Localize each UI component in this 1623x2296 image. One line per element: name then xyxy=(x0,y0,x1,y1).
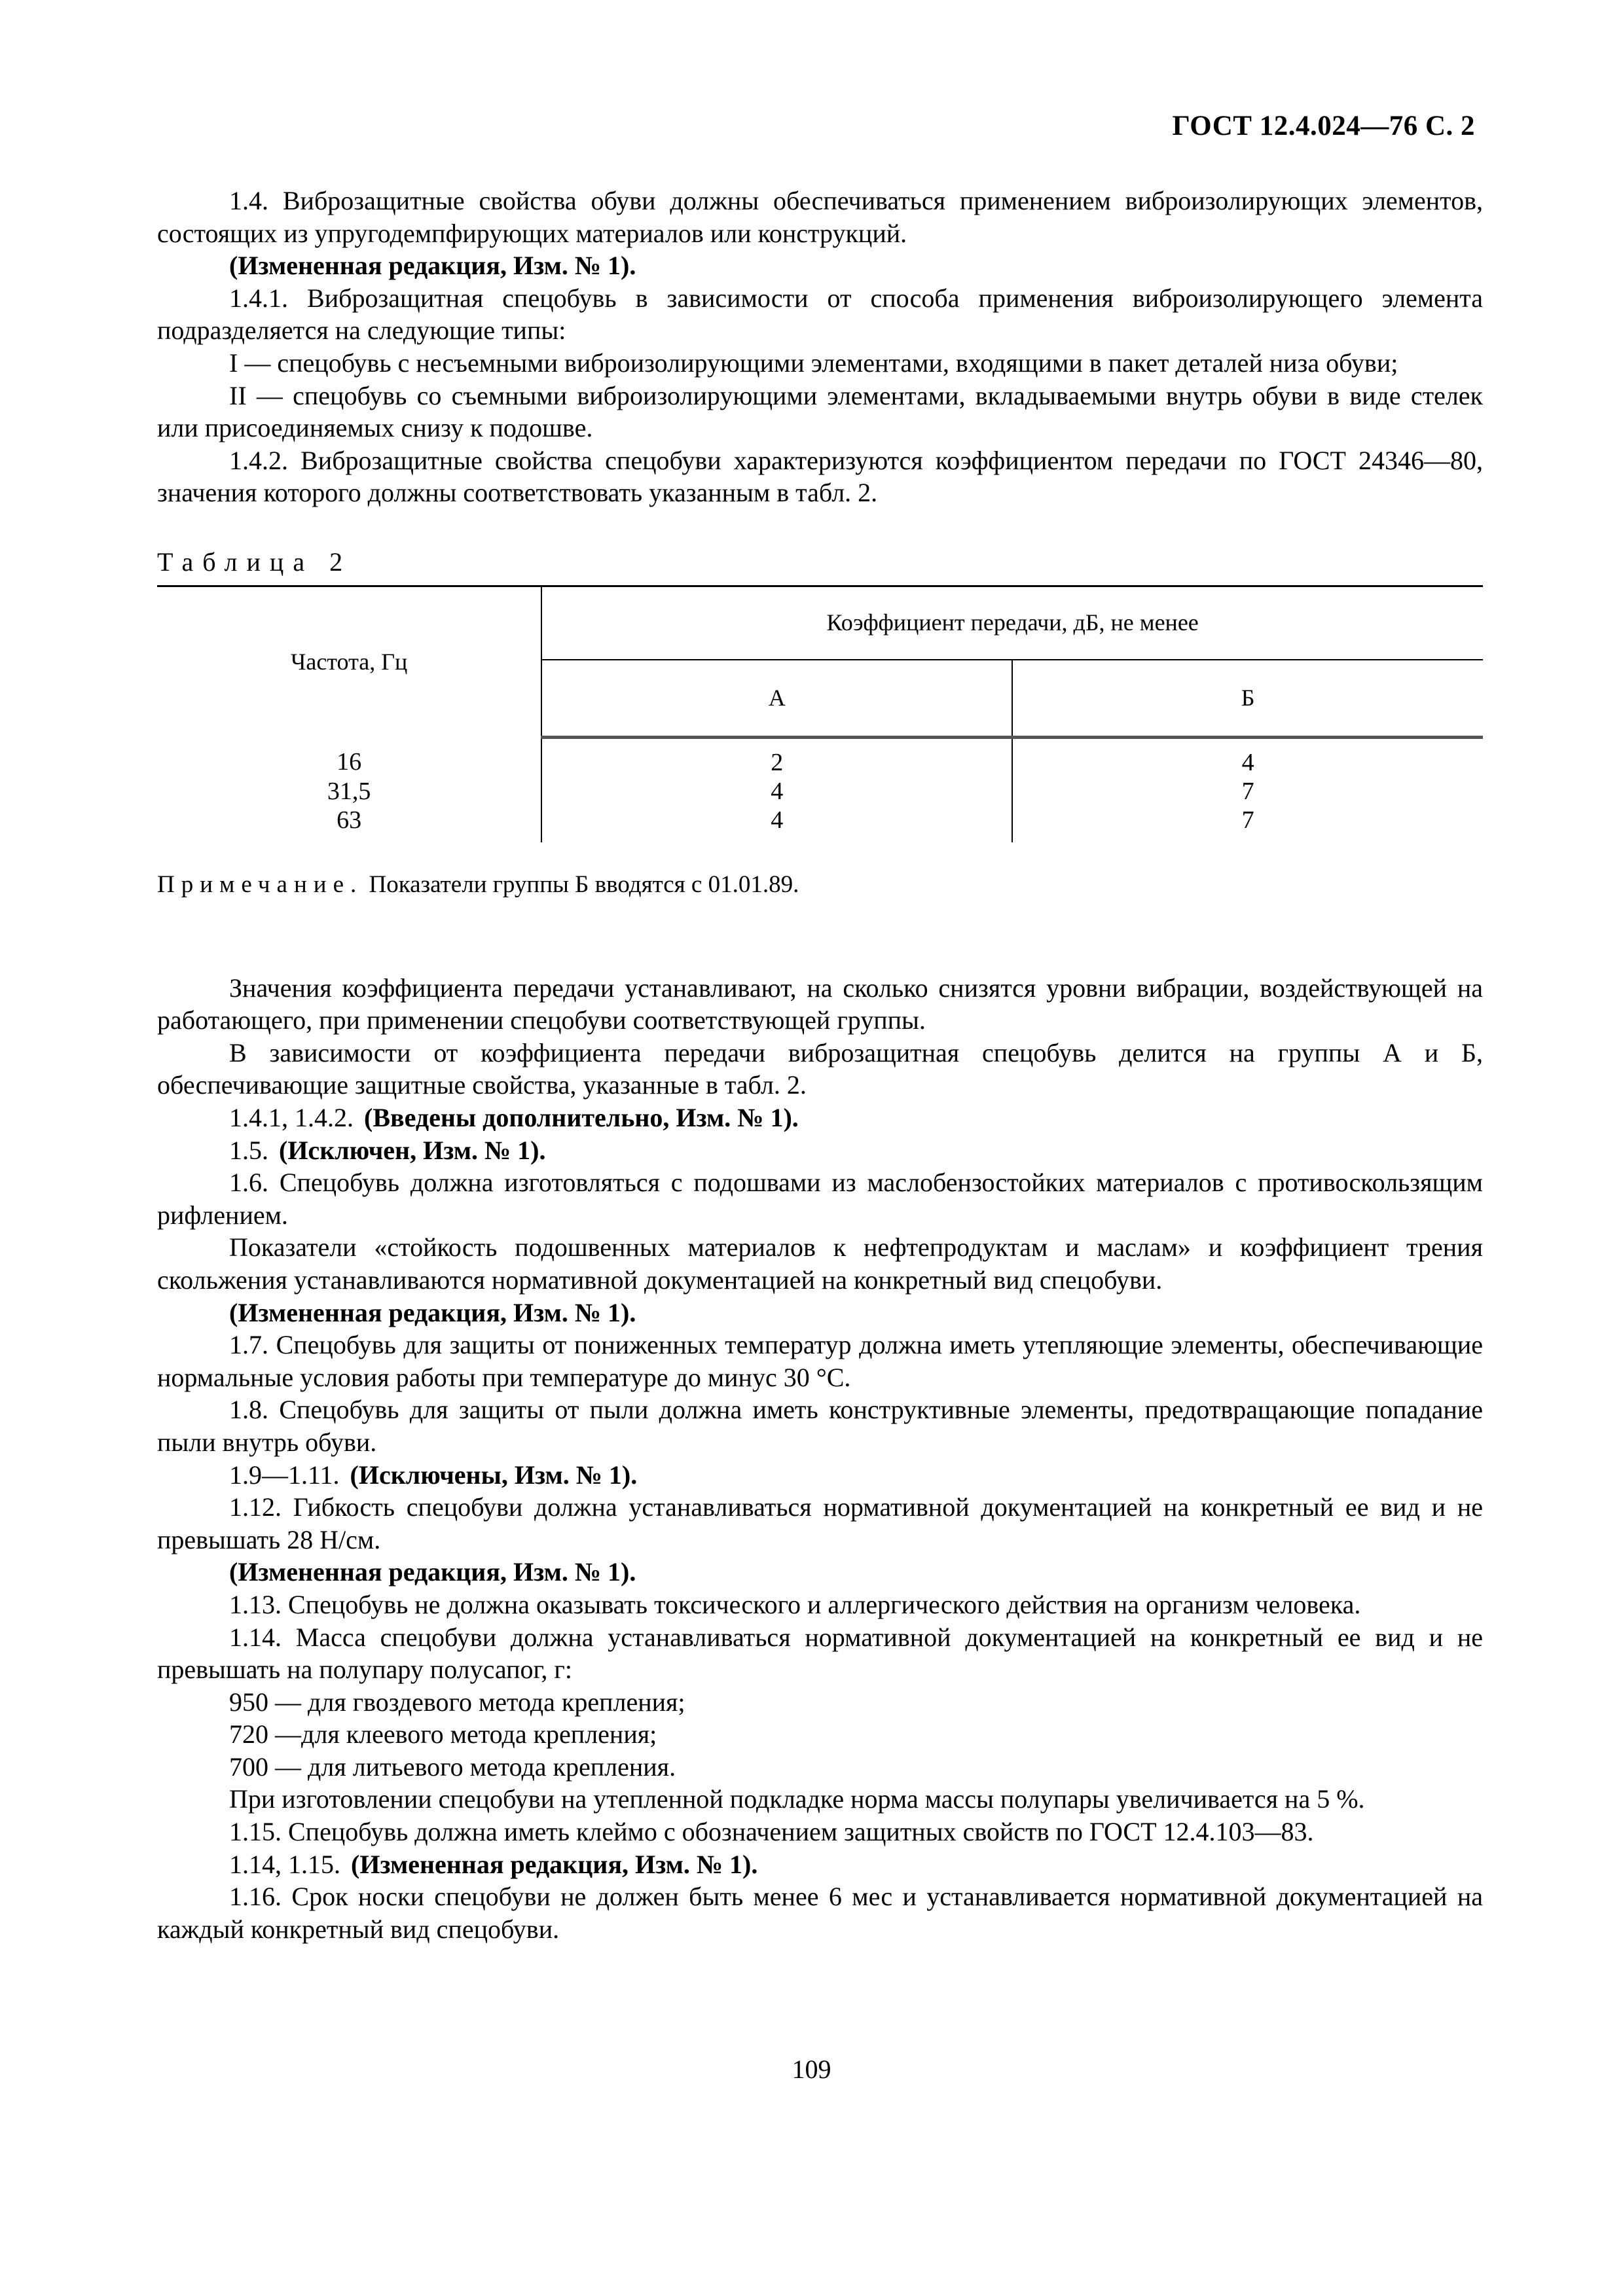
cell-group-a: 4 xyxy=(541,806,1012,842)
clause-ref: 1.14, 1.15. xyxy=(229,1849,340,1879)
cell-frequency: 16 xyxy=(157,738,541,778)
amendment-introduced xyxy=(157,1102,1483,1134)
amendment-note: (Измененная редакция, Изм. № 1). xyxy=(229,251,636,281)
mass-nail-method: 950 — для гвоздевого метода крепления; xyxy=(229,1687,685,1717)
page-number: 109 xyxy=(792,2054,831,2084)
paragraph-1-4-1: 1.4.1. Виброзащитная спецобувь в зависимости от способа применения виброизолирующего элемента подразделяется на следующие типы: xyxy=(157,283,1483,346)
amendment-text: (Измененная редакция, Изм. № 1). xyxy=(351,1849,758,1879)
table-title: Таблица 2 xyxy=(157,547,352,577)
cell-group-b: 4 xyxy=(1241,749,1254,777)
paragraph-coefficient-values: Значения коэффициента передачи устанавливают, на сколько снизятся уровни вибрации, воздействующей на работающего, при применении спецобуви соответствующей группы. xyxy=(157,973,1483,1035)
paragraph-1-13: 1.13. Спецобувь не должна оказывать токсического и аллергического действия на организм человека. xyxy=(229,1589,1361,1619)
paragraph-1-4-2: 1.4.2. Виброзащитные свойства спецобуви характеризуются коэффициентом передачи по ГОСТ 24346—80, значения которого должны соответствовать указанным в табл. 2. xyxy=(157,445,1483,508)
table-row xyxy=(157,738,1483,778)
table-note xyxy=(157,869,1483,901)
cell-group-a: 2 xyxy=(541,738,1012,778)
paragraph-sole-indicators: Показатели «стойкость подошвенных материалов к нефтепродуктам и маслам» и коэффициент трения скольжения устанавливаются нормативной документацией на конкретный вид спецобуви. xyxy=(157,1232,1483,1295)
cell-group-b: 7 xyxy=(1241,778,1254,806)
clause-ref: 1.9—1.11. xyxy=(229,1460,340,1490)
clause-1-5-excluded xyxy=(157,1134,1483,1167)
amendment-text: (Исключены, Изм. № 1). xyxy=(350,1460,638,1490)
cell-frequency: 63 xyxy=(157,806,541,842)
table-row xyxy=(157,806,1483,842)
type-ii-paragraph: II — спецобувь со съемными виброизолирующими элементами, вкладываемыми внутрь обуви в виде стелек или присоединяемых снизу к подошве. xyxy=(157,380,1483,443)
transfer-coefficient-table xyxy=(157,585,1483,843)
paragraph-1-6: 1.6. Спецобувь должна изготовляться с подошвами из маслобензостойких материалов с противоскользящим рифлением. xyxy=(157,1168,1483,1230)
type-i-paragraph: I — спецобувь с несъемными виброизолирующими элементами, входящими в пакет деталей низа обуви; xyxy=(229,348,1398,378)
document-body xyxy=(157,185,1483,1945)
paragraph-1-12: 1.12. Гибкость спецобуви должна устанавливаться нормативной документацией на конкретный ее вид и не превышать 28 Н/см. xyxy=(157,1492,1483,1554)
amendment-1-14-1-15 xyxy=(157,1848,1483,1881)
amendment-text: (Исключен, Изм. № 1). xyxy=(279,1135,546,1165)
paragraph-1-14: 1.14. Масса спецобуви должна устанавливаться нормативной документацией на конкретный ее вид и не превышать на полупару полусапог, г: xyxy=(157,1622,1483,1685)
column-header-frequency: Частота, Гц xyxy=(157,586,541,738)
paragraph-insulated-lining: При изготовлении спецобуви на утепленной подкладке норма массы полупары увеличивается на 5 %. xyxy=(229,1784,1365,1814)
paragraph-1-16: 1.16. Срок носки спецобуви не должен быть менее 6 мес и устанавливается нормативной документацией на каждый конкретный вид спецобуви. xyxy=(157,1882,1483,1944)
note-text: Показатели группы Б вводятся с 01.01.89. xyxy=(369,871,799,899)
column-header-group-a: А xyxy=(541,660,1012,737)
paragraph-1-7: 1.7. Спецобувь для защиты от пониженных температур должна иметь утепляющие элементы, обеспечивающие нормальные условия работы при температуре до минус 30 °С. xyxy=(157,1330,1483,1392)
clause-ref: 1.4.1, 1.4.2. xyxy=(229,1103,354,1132)
paragraph-groups: В зависимости от коэффициента передачи виброзащитная спецобувь делится на группы А и Б, обеспечивающие защитные свойства, указанные в табл. 2. xyxy=(157,1037,1483,1100)
amendment-note: (Измененная редакция, Изм. № 1). xyxy=(229,1557,636,1587)
cell-group-a: 4 xyxy=(541,777,1012,806)
cell-frequency: 31,5 xyxy=(157,777,541,806)
column-header-coefficient: Коэффициент передачи, дБ, не менее xyxy=(541,586,1483,660)
column-header-group-b: Б xyxy=(1012,660,1483,737)
paragraph-1-15: 1.15. Спецобувь должна иметь клеймо с обозначением защитных свойств по ГОСТ 12.4.103—83. xyxy=(229,1817,1314,1847)
clauses-1-9-1-11-excluded xyxy=(157,1459,1483,1492)
cell-group-b: 7 xyxy=(1241,806,1254,834)
mass-cast-method: 700 — для литьевого метода крепления. xyxy=(229,1751,676,1782)
amendment-text: (Введены дополнительно, Изм. № 1). xyxy=(364,1103,799,1132)
amendment-note: (Измененная редакция, Изм. № 1). xyxy=(229,1297,636,1327)
page-header: ГОСТ 12.4.024—76 С. 2 xyxy=(1172,111,1475,141)
paragraph-1-8: 1.8. Спецобувь для защиты от пыли должна иметь конструктивные элементы, предотвращающие попадание пыли внутрь обуви. xyxy=(157,1395,1483,1457)
mass-glue-method: 720 —для клеевого метода крепления; xyxy=(229,1719,657,1749)
paragraph-1-4: 1.4. Виброзащитные свойства обуви должны обеспечиваться применением виброизолирующих элементов, состоящих из упругодемпфирующих материалов или конструкций. xyxy=(157,186,1483,248)
note-label: Примечание. xyxy=(157,871,363,899)
clause-ref: 1.5. xyxy=(229,1135,268,1165)
table-row xyxy=(157,777,1483,806)
